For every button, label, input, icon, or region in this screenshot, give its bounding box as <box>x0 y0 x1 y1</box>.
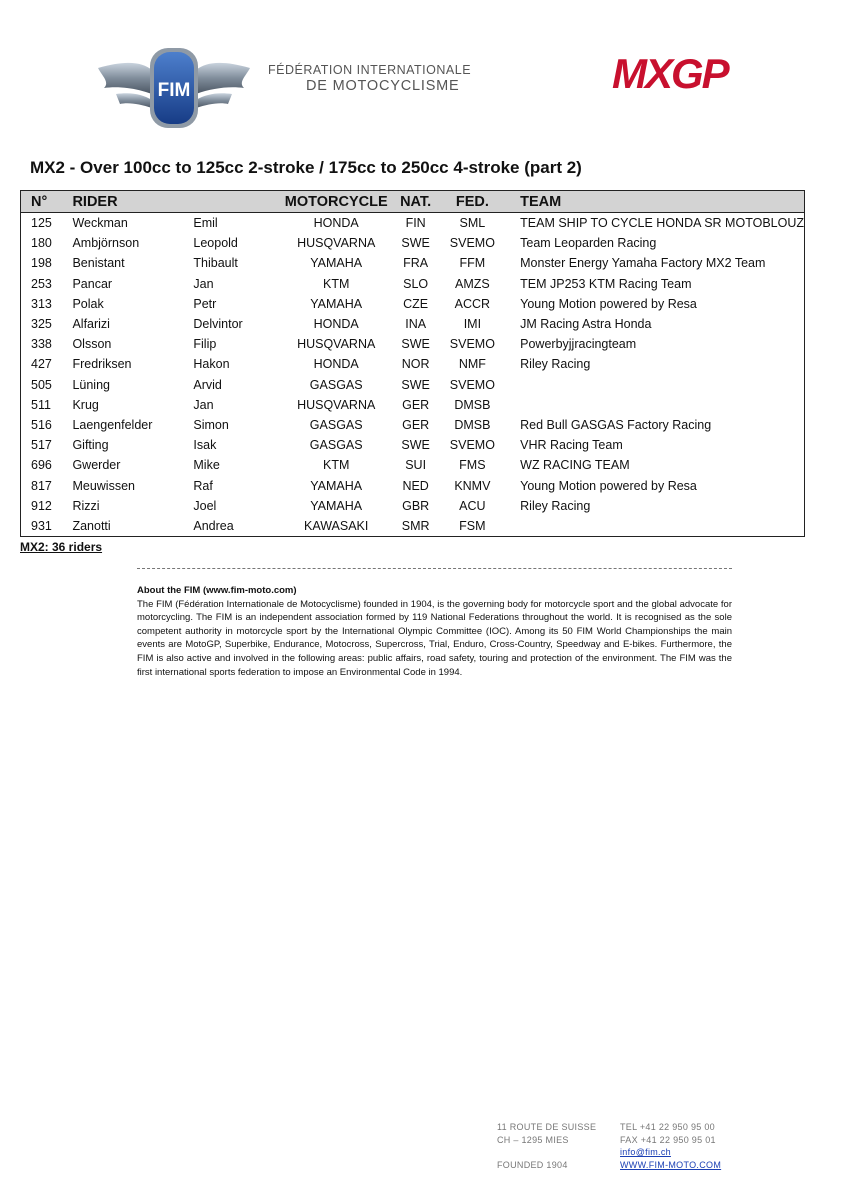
rider-number: 912 <box>31 498 52 513</box>
rider-first-name: Hakon <box>193 357 230 372</box>
motorcycle: GASGAS <box>309 377 363 392</box>
rider-number: 125 <box>31 216 52 231</box>
nationality: INA <box>405 317 427 332</box>
rider-last-name: Alfarizi <box>72 317 110 332</box>
motorcycle: HUSQVARNA <box>297 337 376 352</box>
mxgp-logo-text: MXGP <box>612 50 728 96</box>
rider-number: 931 <box>31 518 52 533</box>
rider-number: 180 <box>31 236 52 251</box>
motorcycle: GASGAS <box>309 438 363 453</box>
nationality: SUI <box>405 458 427 473</box>
fim-logo <box>96 44 252 134</box>
team: Riley Racing <box>520 357 591 372</box>
nationality: SMR <box>401 518 430 533</box>
table-header-row <box>21 191 805 213</box>
federation: NMF <box>458 357 486 372</box>
rider-first-name: Thibault <box>193 256 238 271</box>
rider-total: MX2: 36 riders <box>20 540 103 554</box>
rider-first-name: Raf <box>193 478 213 493</box>
rider-first-name: Emil <box>193 216 218 231</box>
team <box>505 375 804 395</box>
about-body: The FIM (Fédération Internationale de Motocyclisme) founded in 1904, is the governing body for motorcycle sport and the global advocate for motorcycling. The FIM is an independent association formed by 119 National Federations throughout the world. It is recognised as the sole competent authority in motorcycle sport by the International Olympic Committee (IOC). Among its 50 FIM World Championships the main events are MotoGP, Superbike, Endurance, Motocross, Supercross, Trial, Enduro, Cross-Country, Speedway and E-bikes. Furthermore, the FIM is also active and involved in the following areas: public affairs, road safety, touring and protection of the environment. The FIM was the first international sports federation to impose an Environmental Code in 1994. <box>137 598 732 678</box>
team: TEAM SHIP TO CYCLE HONDA SR MOTOBLOUZ <box>520 216 804 231</box>
motorcycle: KTM <box>323 458 350 473</box>
rider-first-name: Simon <box>193 417 229 432</box>
rider-number: 505 <box>31 377 52 392</box>
federation: AMZS <box>455 276 490 291</box>
nationality: SWE <box>401 236 430 251</box>
header-team: TEAM <box>505 191 804 213</box>
rider-first-name: Jan <box>193 276 214 291</box>
nationality: CZE <box>403 296 429 311</box>
rider-last-name: Pancar <box>72 276 113 291</box>
header-rider-spacer <box>193 191 280 213</box>
federation-line2: DE MOTOCYCLISME <box>306 78 460 94</box>
rider-last-name: Lüning <box>72 377 110 392</box>
rider-number: 517 <box>31 438 52 453</box>
about-heading: About the FIM (www.fim-moto.com) <box>137 585 297 596</box>
rider-first-name: Andrea <box>193 518 234 533</box>
nationality: FIN <box>405 216 426 231</box>
rider-number: 427 <box>31 357 52 372</box>
table-row <box>21 274 805 294</box>
federation: FSM <box>459 518 486 533</box>
table-row <box>21 435 805 455</box>
rider-first-name: Joel <box>193 498 217 513</box>
page-title: MX2 - Over 100cc to 125cc 2-stroke / 175cc to 250cc 4-stroke (part 2) <box>30 158 582 177</box>
table-row <box>21 395 805 415</box>
rider-last-name: Polak <box>72 296 104 311</box>
header-federation: FED. <box>440 191 506 213</box>
nationality: NED <box>402 478 429 493</box>
rider-first-name: Jan <box>193 397 214 412</box>
motorcycle: HONDA <box>313 216 359 231</box>
rider-number: 817 <box>31 478 52 493</box>
footer-contact <box>620 1121 721 1171</box>
rider-last-name: Fredriksen <box>72 357 132 372</box>
rider-last-name: Gwerder <box>72 458 121 473</box>
rider-last-name: Olsson <box>72 337 112 352</box>
table-row <box>21 455 805 475</box>
table-row <box>21 415 805 435</box>
rider-last-name: Rizzi <box>72 498 100 513</box>
team: Riley Racing <box>520 498 591 513</box>
federation: SML <box>459 216 486 231</box>
rider-last-name: Zanotti <box>72 518 111 533</box>
motorcycle: HUSQVARNA <box>297 397 376 412</box>
nationality: GER <box>402 417 430 432</box>
rider-first-name: Filip <box>193 337 217 352</box>
team <box>505 516 804 537</box>
motorcycle: GASGAS <box>309 417 363 432</box>
team: Powerbyjjracingteam <box>520 337 637 352</box>
rider-first-name: Isak <box>193 438 217 453</box>
federation: DMSB <box>454 397 491 412</box>
table-row <box>21 233 805 253</box>
team: Monster Energy Yamaha Factory MX2 Team <box>520 256 766 271</box>
page-header <box>0 0 848 150</box>
motorcycle: YAMAHA <box>310 478 363 493</box>
footer-address <box>497 1121 596 1171</box>
motorcycle: YAMAHA <box>310 498 363 513</box>
entry-list-table <box>20 190 805 537</box>
about-fim <box>137 584 732 679</box>
footer-fax: FAX +41 22 950 95 01 <box>620 1134 716 1145</box>
team: Team Leoparden Racing <box>520 236 657 251</box>
nationality: FRA <box>403 256 429 271</box>
team: WZ RACING TEAM <box>520 458 630 473</box>
nationality: SWE <box>401 438 430 453</box>
motorcycle: HONDA <box>313 317 359 332</box>
footer-web-link[interactable]: WWW.FIM-MOTO.COM <box>620 1159 722 1170</box>
nationality: SWE <box>401 377 430 392</box>
motorcycle: HONDA <box>313 357 359 372</box>
federation: SVEMO <box>449 236 495 251</box>
nationality: SWE <box>401 337 430 352</box>
table-row <box>21 475 805 495</box>
team: Young Motion powered by Resa <box>520 478 697 493</box>
rider-number: 313 <box>31 296 52 311</box>
table-row <box>21 516 805 537</box>
federation: DMSB <box>454 417 491 432</box>
table-row <box>21 496 805 516</box>
rider-number: 696 <box>31 458 52 473</box>
footer-tel: TEL +41 22 950 95 00 <box>620 1122 715 1132</box>
nationality: SLO <box>403 276 429 291</box>
rider-last-name: Meuwissen <box>72 478 135 493</box>
rider-last-name: Ambjörnson <box>72 236 140 251</box>
federation: FFM <box>459 256 486 271</box>
footer-address-line2: CH – 1295 MIES <box>497 1134 569 1145</box>
nationality: NOR <box>401 357 430 372</box>
footer-founded: FOUNDED 1904 <box>497 1159 568 1170</box>
rider-number: 253 <box>31 276 52 291</box>
federation: SVEMO <box>449 377 495 392</box>
federation: ACU <box>459 498 486 513</box>
team: Young Motion powered by Resa <box>520 296 697 311</box>
team: VHR Racing Team <box>520 438 623 453</box>
mxgp-logo <box>610 50 780 96</box>
table-row <box>21 294 805 314</box>
rider-first-name: Mike <box>193 458 220 473</box>
federation: IMI <box>463 317 482 332</box>
federation: KNMV <box>454 478 491 493</box>
motorcycle: YAMAHA <box>310 256 363 271</box>
team: TEM JP253 KTM Racing Team <box>520 276 692 291</box>
rider-last-name: Weckman <box>72 216 128 231</box>
rider-number: 338 <box>31 337 52 352</box>
footer-email-link[interactable]: info@fim.ch <box>620 1147 671 1157</box>
federation-name <box>268 63 471 94</box>
table-row <box>21 334 805 354</box>
rider-last-name: Krug <box>72 397 99 412</box>
team: JM Racing Astra Honda <box>520 317 652 332</box>
rider-first-name: Leopold <box>193 236 238 251</box>
federation: SVEMO <box>449 438 495 453</box>
rider-first-name: Delvintor <box>193 317 243 332</box>
fim-logo-text: FIM <box>157 80 191 101</box>
header-motorcycle: MOTORCYCLE <box>281 191 392 213</box>
rider-number: 325 <box>31 317 52 332</box>
rider-number: 516 <box>31 417 52 432</box>
rider-last-name: Benistant <box>72 256 125 271</box>
motorcycle: HUSQVARNA <box>297 236 376 251</box>
federation: FMS <box>459 458 486 473</box>
rider-first-name: Petr <box>193 296 217 311</box>
motorcycle: KAWASAKI <box>304 518 369 533</box>
nationality: GBR <box>402 498 430 513</box>
federation: SVEMO <box>449 337 495 352</box>
team: Red Bull GASGAS Factory Racing <box>520 417 712 432</box>
table-row <box>21 354 805 374</box>
federation-line1: FÉDÉRATION INTERNATIONALE <box>268 63 472 77</box>
table-row <box>21 375 805 395</box>
table-row <box>21 213 805 234</box>
rider-last-name: Gifting <box>72 438 109 453</box>
header-nationality: NAT. <box>392 191 440 213</box>
table-row <box>21 314 805 334</box>
motorcycle: YAMAHA <box>310 296 363 311</box>
team <box>505 395 804 415</box>
rider-first-name: Arvid <box>193 377 222 392</box>
rider-number: 511 <box>31 397 51 412</box>
header-rider: RIDER <box>72 191 193 213</box>
section-divider <box>137 568 732 569</box>
footer-address-line1: 11 ROUTE DE SUISSE <box>497 1122 597 1132</box>
header-number: N° <box>21 191 73 213</box>
rider-last-name: Laengenfelder <box>72 417 153 432</box>
federation: ACCR <box>454 296 491 311</box>
rider-number: 198 <box>31 256 52 271</box>
table-row <box>21 253 805 273</box>
motorcycle: KTM <box>323 276 350 291</box>
nationality: GER <box>402 397 430 412</box>
